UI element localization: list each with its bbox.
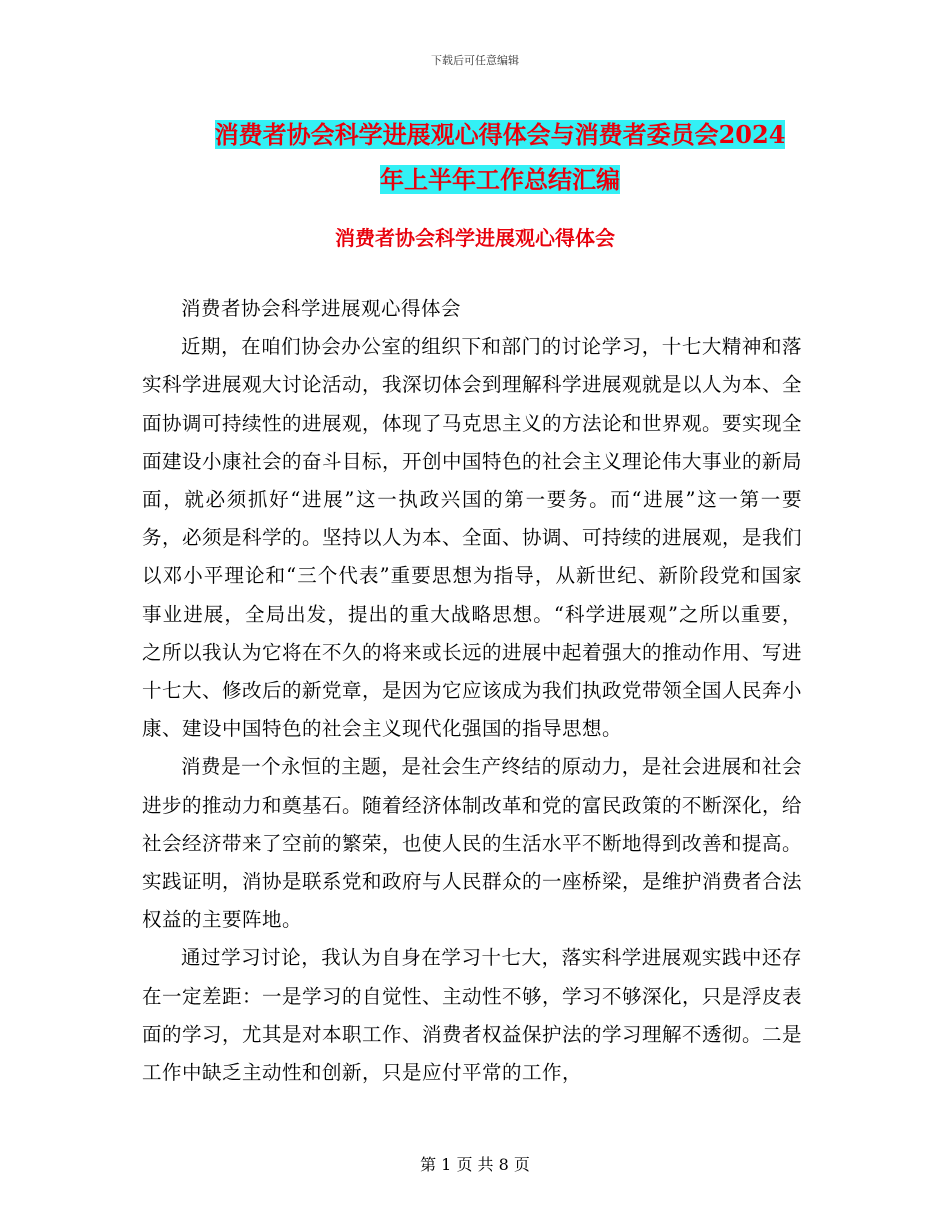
page-number: 第 1 页 共 8 页 bbox=[420, 1155, 530, 1174]
paragraph: 消费是一个永恒的主题，是社会生产终结的原动力，是社会进展和社会进步的推动力和奠基石。随着经济体制改革和党的富民政策的不断深化，给社会经济带来了空前的繁荣，也使人民的生活水平不断地得到改善和提高。实践证明，消协是联系党和政府与人民群众的一座桥梁，是维护消费者合法权益的主要阵地。 bbox=[142, 755, 803, 932]
page-header-note: 下载后可任意编辑 bbox=[431, 54, 519, 67]
paragraph: 通过学习讨论，我认为自身在学习十七大，落实科学进展观实践中还存在一定差距：一是学习的自觉性、主动性不够，学习不够深化，只是浮皮表面的学习，尤其是对本职工作、消费者权益保护法的学习理解不透彻。二是工作中缺乏主动性和创新，只是应付平常的工作， bbox=[142, 946, 803, 1085]
paragraph: 近期，在咱们协会办公室的组织下和部门的讨论学习，十七大精神和落实科学进展观大讨论活动，我深切体会到理解科学进展观就是以人为本、全面协调可持续性的进展观，体现了马克思主义的方法论和世界观。要实现全面建设小康社会的奋斗目标，开创中国特色的社会主义理论伟大事业的新局面，就必须抓好“进展”这一执政兴国的第一要务。而“进展”这一第一要务，必须是科学的。坚持以人为本、全面、协调、可持续的进展观，是我们以邓小平理论和“三个代表”重要思想为指导，从新世纪、新阶段党和国家事业进展，全局出发，提出的重大战略思想。“科学进展观”之所以重要，之所以我认为它将在不久的将来或长远的进展中起着强大的推动作用、写进十七大、修改后的新党章，是因为它应该成为我们执政党带领全国人民奔小康、建设中国特色的社会主义现代化强国的指导思想。 bbox=[142, 335, 803, 741]
document-body bbox=[142, 290, 802, 1092]
section-title: 消费者协会科学进展观心得体会 bbox=[335, 226, 615, 250]
document-title bbox=[140, 112, 860, 202]
paragraph: 消费者协会科学进展观心得体会 bbox=[181, 297, 462, 320]
document-title-line1: 消费者协会科学进展观心得体会与消费者委员会2024 bbox=[214, 120, 786, 149]
document-title-line2: 年上半年工作总结汇编 bbox=[380, 165, 620, 194]
